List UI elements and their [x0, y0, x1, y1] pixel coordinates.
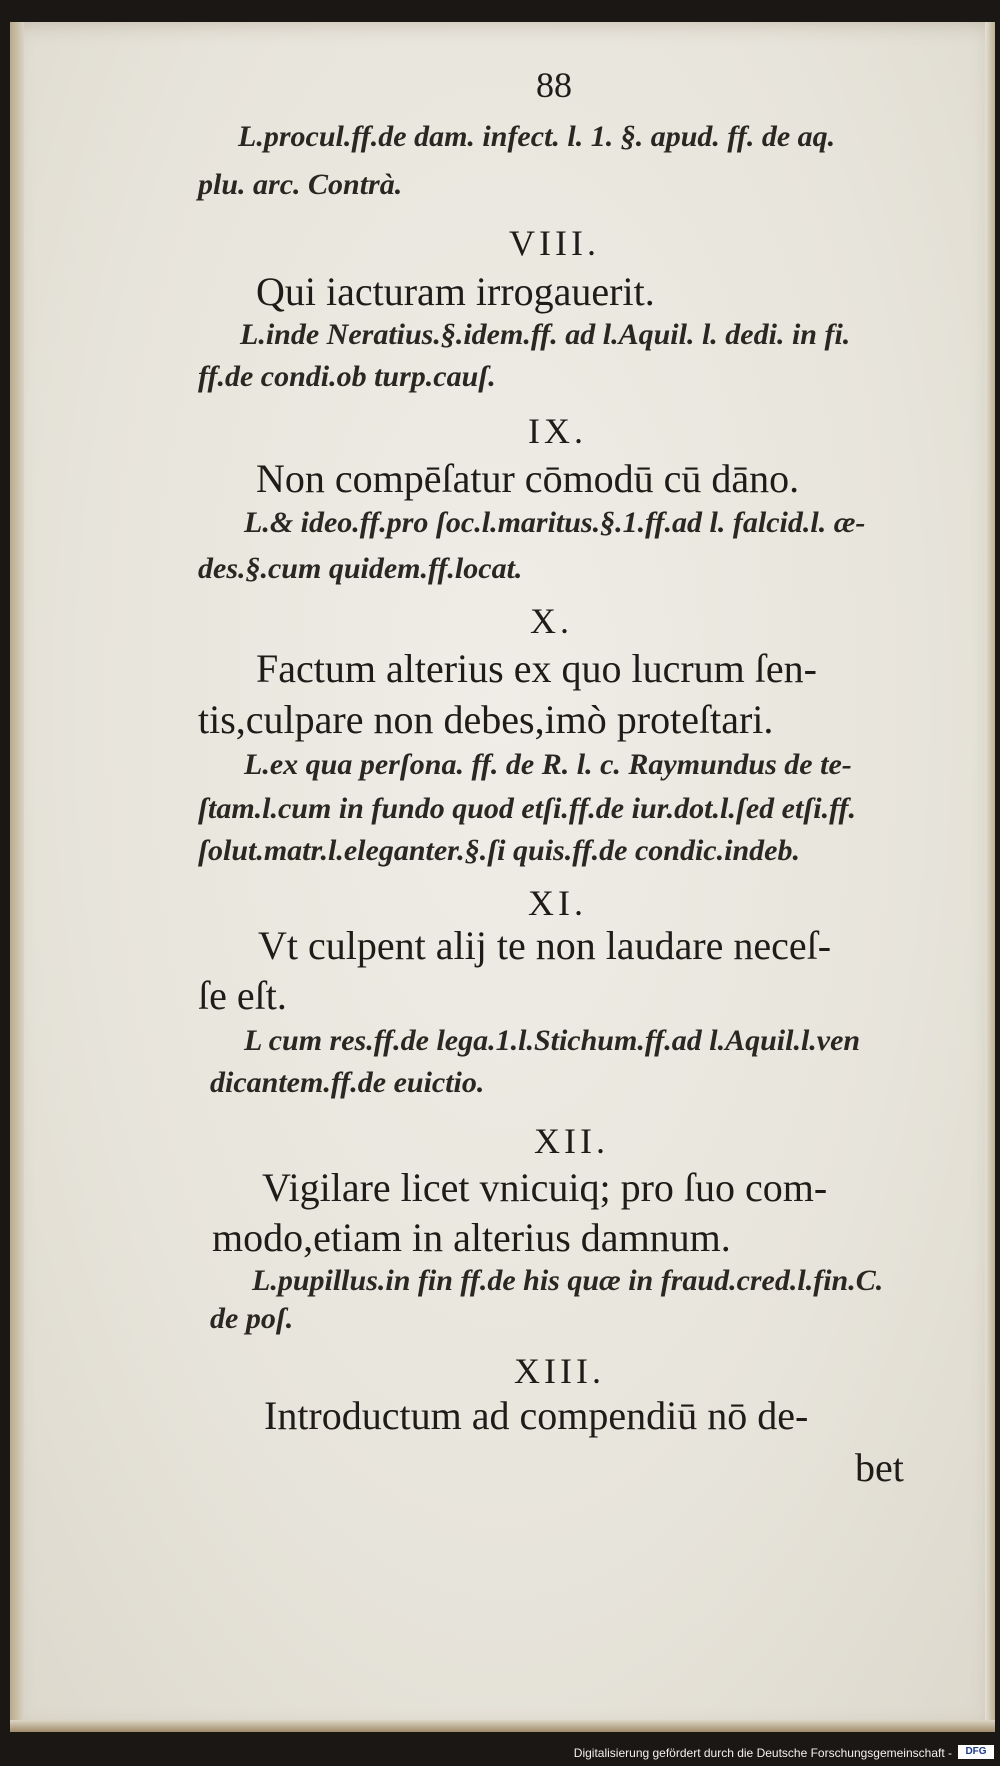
maxim-text: Non compēſatur cōmodū cū dāno.	[256, 456, 800, 501]
citation-line: L.inde Neratius.§.idem.ff. ad l.Aquil. l. dedi. in fi.	[240, 318, 851, 351]
maxim-numeral: XI.	[528, 883, 587, 923]
citation-line: plu. arc. Contrà.	[198, 168, 403, 201]
page-number: 88	[536, 65, 572, 105]
maxim-text: modo,etiam in alterius damnum.	[212, 1215, 731, 1260]
citation-line: ſolut.matr.l.eleganter.§.ſi quis.ff.de condic.indeb.	[198, 834, 800, 867]
citation-line: ff.de condi.ob turp.cauſ.	[198, 360, 496, 393]
page-bottom-edge	[10, 1720, 995, 1732]
citation-line: ſtam.l.cum in fundo quod etſi.ff.de iur.dot.l.ſed etſi.ff.	[198, 792, 857, 825]
funding-notice: Digitalisierung gefördert durch die Deutsche Forschungsgemeinschaft -	[573, 1746, 952, 1760]
citation-line: L.pupillus.in fin ff.de his quæ in fraud.cred.l.fin.C.	[252, 1264, 884, 1297]
dfg-logo: DFG	[958, 1745, 994, 1759]
maxim-text: Vt culpent alij te non laudare neceſ-	[258, 923, 832, 968]
maxim-numeral: XIII.	[514, 1351, 605, 1391]
citation-line: dicantem.ff.de euictio.	[210, 1066, 485, 1099]
citation-line: des.§.cum quidem.ff.locat.	[198, 552, 523, 585]
maxim-text: tis,culpare non debes,imò proteſtari.	[198, 697, 774, 742]
maxim-text: Factum alterius ex quo lucrum ſen-	[256, 646, 817, 691]
maxim-text: Qui iacturam irrogauerit.	[256, 269, 655, 314]
maxim-numeral: X.	[530, 601, 573, 641]
maxim-numeral: IX.	[528, 411, 587, 451]
page-edge-left	[10, 22, 24, 1732]
citation-line: L.ex qua perſona. ff. de R. l. c. Raymundus de te-	[244, 748, 852, 781]
maxim-numeral: XII.	[534, 1121, 609, 1161]
maxim-text: Introductum ad compendiū nō de-	[264, 1393, 809, 1438]
maxim-text: ſe eſt.	[198, 973, 287, 1018]
page-edge-right	[985, 22, 995, 1732]
citation-line: L.procul.ff.de dam. infect. l. 1. §. apud. ff. de aq.	[238, 120, 836, 153]
citation-line: de poſ.	[210, 1302, 294, 1335]
maxim-text: Vigilare licet vnicuiq; pro ſuo com-	[262, 1165, 828, 1210]
citation-line: L cum res.ff.de lega.1.l.Stichum.ff.ad l.Aquil.l.ven	[244, 1024, 861, 1057]
maxim-numeral: VIII.	[509, 223, 600, 263]
citation-line: L.& ideo.ff.pro ſoc.l.maritus.§.1.ff.ad l. falcid.l. æ-	[244, 506, 866, 539]
catchword: bet	[855, 1445, 904, 1490]
